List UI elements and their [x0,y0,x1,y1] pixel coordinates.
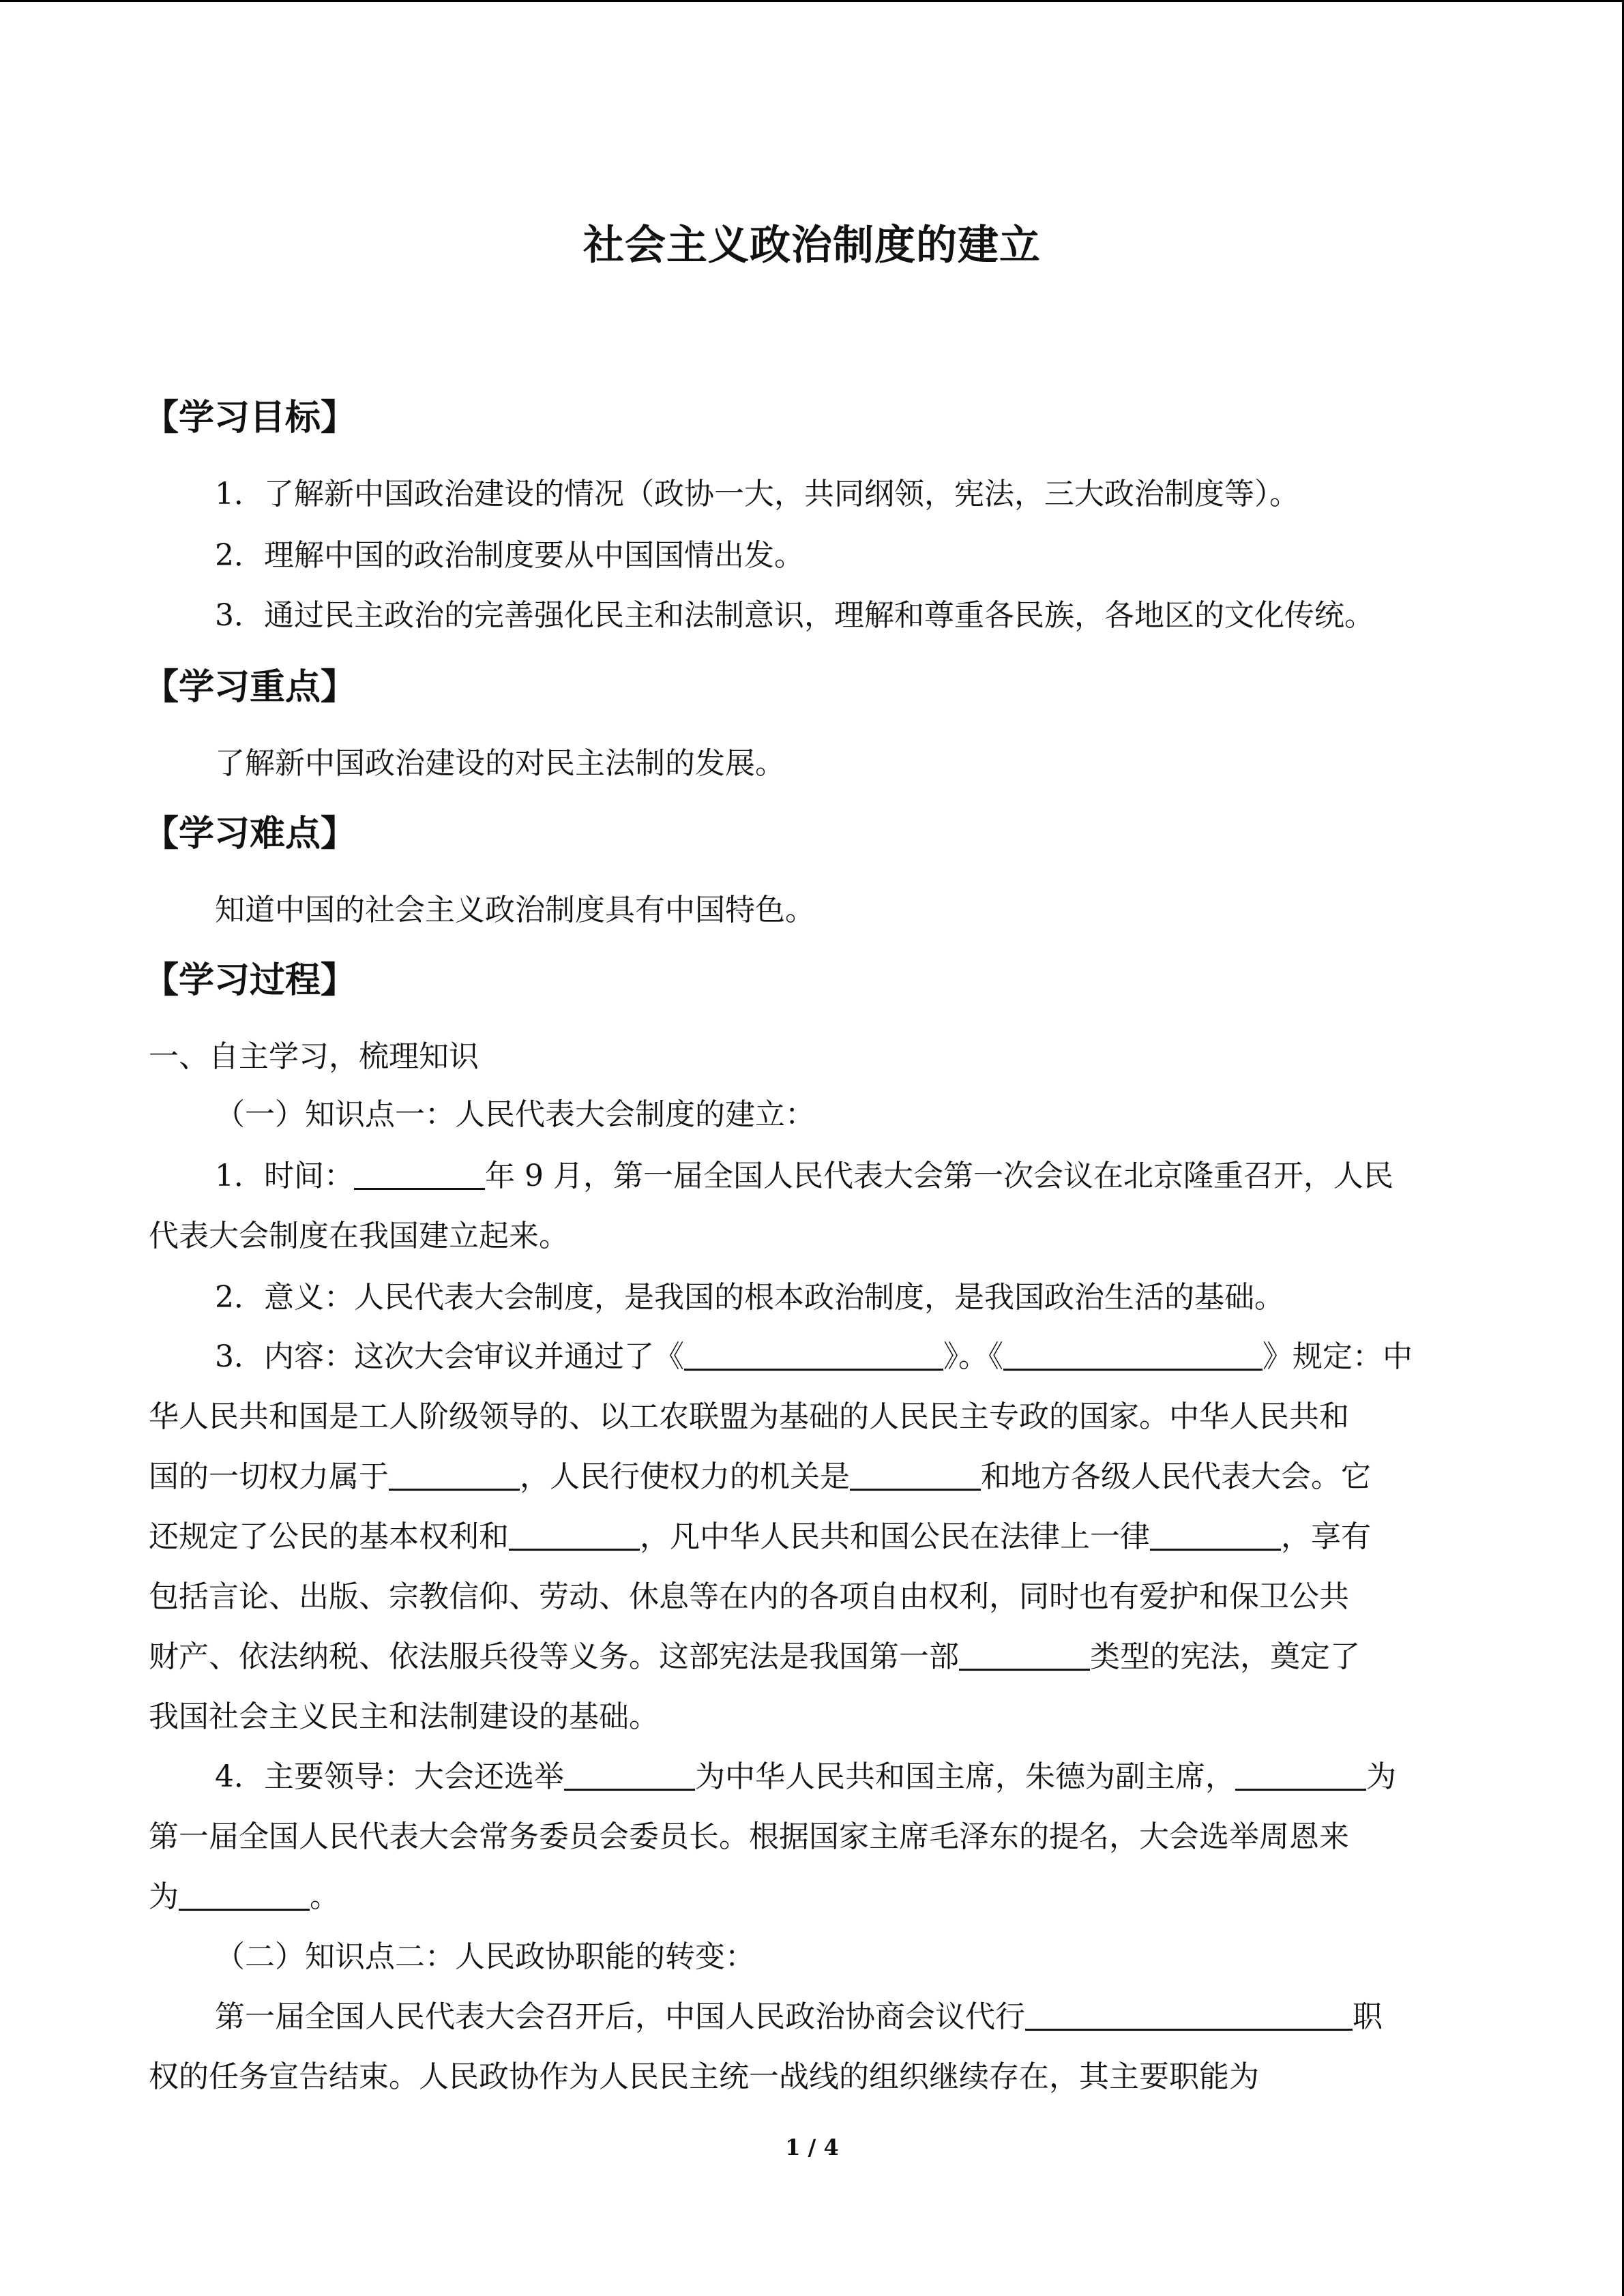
kp1-content-line-1 [215,1337,1413,1377]
blank-constitution-type[interactable] [959,1639,1090,1671]
kp1-leader-text-e1: 为 [149,1879,179,1914]
kp2-text-a2: 职 [1353,1999,1383,2034]
kp2-line-2: 权的任务宣告结束。人民政协作为人民民主统一战线的组织继续存在，其主要职能为 [149,2059,1259,2094]
kp2-line-1 [215,1997,1383,2038]
kp1-leader-text-a: 4．主要领导：大会还选举 [215,1759,564,1794]
difficulty-text: 知道中国的社会主义政治制度具有中国特色。 [215,893,815,927]
kp1-content-text-h1: 财产、依法纳税、依法服兵役等义务。这部宪法是我国第一部 [149,1639,959,1674]
kp1-leader-line-3 [149,1877,340,1918]
heading-learning-difficulty: 【学习难点】 [143,814,357,854]
blank-equality[interactable] [1150,1519,1281,1551]
page-number: 1 / 4 [785,2134,839,2160]
document-title: 社会主义政治制度的建立 [583,222,1041,269]
kp1-meaning: 2．意义：人民代表大会制度，是我国的根本政治制度，是我国政治生活的基础。 [215,1280,1284,1315]
kp1-content-line-6 [149,1637,1360,1678]
blank-document-name-1[interactable] [684,1339,943,1371]
blank-cppcc-power[interactable] [1025,1999,1353,2031]
kp1-leader-text-c: 为 [1366,1759,1396,1794]
goal-item-1: 1．了解新中国政治建设的情况（政协一大，共同纲领，宪法，三大政治制度等）。 [215,477,1299,511]
kp1-content-text-b: 》。《 [943,1339,1003,1374]
kp1-time-line [215,1156,1393,1197]
part-1-title: 一、自主学习，梳理知识 [149,1039,479,1074]
kp1-leader-line-1 [215,1757,1396,1798]
knowledge-point-1-title: （一）知识点一：人民代表大会制度的建立： [215,1097,815,1132]
kp1-leader-text-e2: 。 [310,1879,340,1914]
blank-premier[interactable] [179,1879,310,1911]
kp1-content-text-h2: 类型的宪法，奠定了 [1090,1639,1360,1674]
kp1-content-text-f3: ，享有 [1281,1519,1371,1554]
kp1-content-text-f2: ，凡中华人民共和国公民在法律上一律 [640,1519,1150,1554]
heading-learning-goals: 【学习目标】 [143,398,357,438]
blank-duties[interactable] [509,1519,640,1551]
kp1-content-text-c: 》规定：中 [1263,1339,1413,1374]
blank-chairman[interactable] [564,1759,695,1791]
blank-year[interactable] [354,1158,485,1190]
goal-item-3: 3．通过民主政治的完善强化民主和法制意识，理解和尊重各民族，各地区的文化传统。 [215,598,1374,633]
kp1-time-continuation: 代表大会制度在我国建立起来。 [149,1219,569,1253]
kp1-leader-line-2: 第一届全国人民代表大会常务委员会委员长。根据国家主席毛泽东的提名，大会选举周恩来 [149,1819,1349,1854]
kp1-time-label: 1．时间： [215,1159,354,1193]
kp1-content-text-e3: 和地方各级人民代表大会。它 [981,1459,1371,1494]
blank-power-belongs[interactable] [389,1459,520,1491]
document-page [143,0,1475,2296]
kp1-content-text-e2: ，人民行使权力的机关是 [520,1459,850,1494]
kp1-content-text-e1: 国的一切权力属于 [149,1459,389,1494]
kp1-content-line-2: 华人民共和国是工人阶级领导的、以工农联盟为基础的人民民主专政的国家。中华人民共和 [149,1399,1349,1434]
kp1-content-text-f1: 还规定了公民的基本权利和 [149,1519,509,1554]
kp1-content-line-3 [149,1457,1371,1497]
kp1-content-line-4 [149,1517,1371,1557]
heading-learning-focus: 【学习重点】 [143,667,357,708]
heading-learning-process: 【学习过程】 [143,960,357,1001]
kp1-time-text: 年 9 月，第一届全国人民代表大会第一次会议在北京隆重召开，人民 [485,1159,1393,1193]
blank-power-organ[interactable] [850,1459,981,1491]
focus-text: 了解新中国政治建设的对民主法制的发展。 [215,746,785,781]
kp1-content-line-5: 包括言论、出版、宗教信仰、劳动、休息等在内的各项自由权利，同时也有爱护和保卫公共 [149,1579,1349,1614]
blank-committee-chair[interactable] [1235,1759,1366,1791]
blank-document-name-2[interactable] [1003,1339,1263,1371]
kp2-text-a1: 第一届全国人民代表大会召开后，中国人民政治协商会议代行 [215,1999,1025,2034]
goal-item-2: 2．理解中国的政治制度要从中国国情出发。 [215,538,804,573]
knowledge-point-2-title: （二）知识点二：人民政协职能的转变： [215,1939,755,1974]
kp1-content-text-a: 3．内容：这次大会审议并通过了《 [215,1339,684,1374]
kp1-content-line-7: 我国社会主义民主和法制建设的基础。 [149,1699,659,1734]
kp1-leader-text-b: 为中华人民共和国主席，朱德为副主席， [695,1759,1235,1794]
